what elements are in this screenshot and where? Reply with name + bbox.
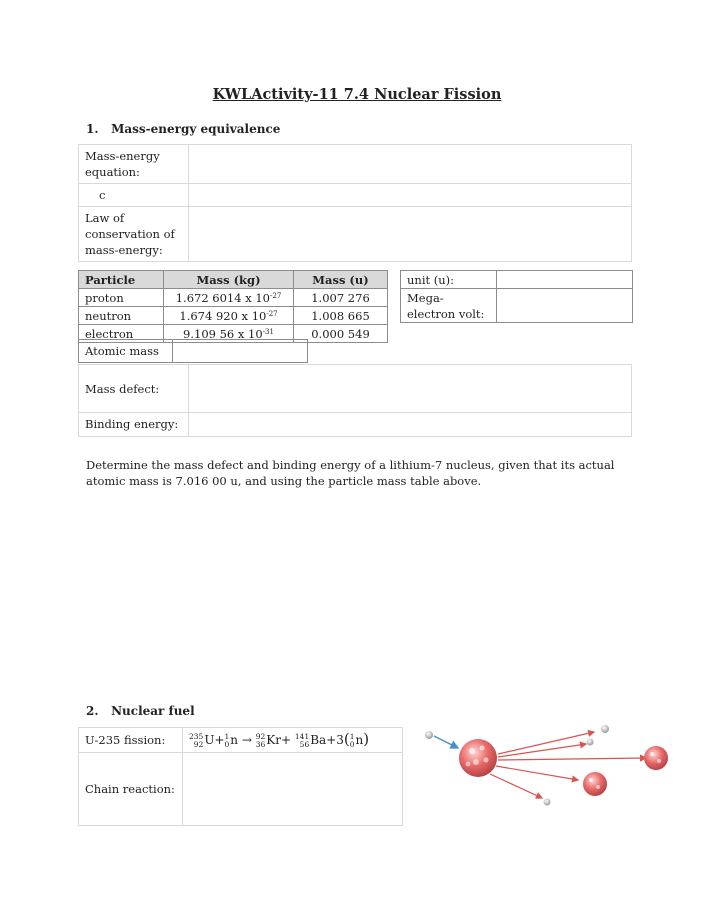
atomic-mass-table	[78, 339, 308, 363]
table-row	[79, 207, 632, 262]
mass-energy-equation-field[interactable]	[189, 145, 632, 184]
table-row	[79, 728, 403, 753]
chain-reaction-field[interactable]	[183, 753, 403, 826]
neutron-arrow	[490, 774, 542, 798]
particle-mass-kg: 9.109 56 x $10^{-31}$	[164, 325, 294, 343]
table-row	[79, 289, 388, 307]
table-row	[79, 340, 308, 363]
section-1-number: 1.	[86, 122, 99, 136]
table-row	[401, 289, 633, 323]
section-2-number: 2.	[86, 704, 99, 718]
table-row	[401, 271, 633, 289]
question-text: Determine the mass defect and binding energy of a lithium-7 nucleus, given that its actual atomic mass is 7.016 00 u, and using the particle mass table above.	[86, 458, 615, 488]
krypton-nucleus	[583, 772, 607, 796]
particle-mass-u: 1.008 665	[294, 307, 388, 325]
particle-mass-table	[78, 270, 388, 343]
u235-fission-label: U-235 fission:	[79, 728, 183, 753]
table-row	[79, 753, 403, 826]
header-mass-kg: Mass (kg)	[164, 271, 294, 289]
c-field[interactable]	[189, 184, 632, 207]
section-1-heading	[86, 122, 280, 136]
fission-diagram	[418, 718, 678, 818]
mass-energy-equation-label: Mass-energy equation:	[79, 145, 189, 184]
released-neutron	[544, 799, 551, 806]
particle-name: electron	[79, 325, 164, 343]
mev-label: Mega-electron volt:	[401, 289, 497, 323]
binding-energy-field[interactable]	[189, 413, 632, 437]
nuclear-fuel-table	[78, 727, 403, 826]
mass-defect-table	[78, 364, 632, 437]
particle-mass-kg: 1.672 6014 x $10^{-27}$	[164, 289, 294, 307]
uranium-nucleus	[459, 739, 497, 777]
incoming-arrow	[434, 736, 458, 748]
header-particle: Particle	[79, 271, 164, 289]
unit-u-label: unit (u):	[401, 271, 497, 289]
unit-u-field[interactable]	[497, 271, 633, 289]
mev-field[interactable]	[497, 289, 633, 323]
table-row	[79, 307, 388, 325]
released-neutron	[601, 725, 609, 733]
binding-energy-label: Binding energy:	[79, 413, 189, 437]
particle-name: neutron	[79, 307, 164, 325]
header-mass-u: Mass (u)	[294, 271, 388, 289]
units-table	[400, 270, 633, 323]
incoming-neutron	[425, 731, 433, 739]
c-label: c	[79, 184, 189, 207]
particle-mass-kg: 1.674 920 x $10^{-27}$	[164, 307, 294, 325]
released-neutron	[587, 739, 594, 746]
atomic-mass-field[interactable]	[173, 340, 308, 363]
section-1-title: Mass-energy equivalence	[111, 122, 281, 136]
barium-nucleus	[644, 746, 668, 770]
mass-defect-label: Mass defect:	[79, 365, 189, 413]
page-title: KWLActivity-11 7.4 Nuclear Fission	[212, 86, 502, 103]
chain-reaction-label: Chain reaction:	[79, 753, 183, 826]
mass-defect-field[interactable]	[189, 365, 632, 413]
table-row	[79, 365, 632, 413]
section-2-title: Nuclear fuel	[111, 704, 195, 718]
conservation-law-field[interactable]	[189, 207, 632, 262]
table-row	[79, 413, 632, 437]
fission-equation: 235 92 U+ 1 0 n → 92 36 Kr+ 141 56 Ba+3( 1 0 n)	[183, 728, 403, 753]
mass-energy-table	[78, 144, 632, 262]
table-header-row	[79, 271, 388, 289]
table-row	[79, 145, 632, 184]
atomic-mass-label: Atomic mass	[79, 340, 173, 363]
neutron-arrow	[498, 732, 594, 754]
section-2-heading	[86, 704, 195, 718]
neutron-arrow	[496, 766, 578, 780]
particle-mass-u: 1.007 276	[294, 289, 388, 307]
conservation-law-label: Law of conservation of mass-energy:	[79, 207, 189, 262]
particle-name: proton	[79, 289, 164, 307]
table-row	[79, 184, 632, 207]
neutron-arrow	[498, 758, 646, 760]
particle-mass-u: 0.000 549	[294, 325, 388, 343]
